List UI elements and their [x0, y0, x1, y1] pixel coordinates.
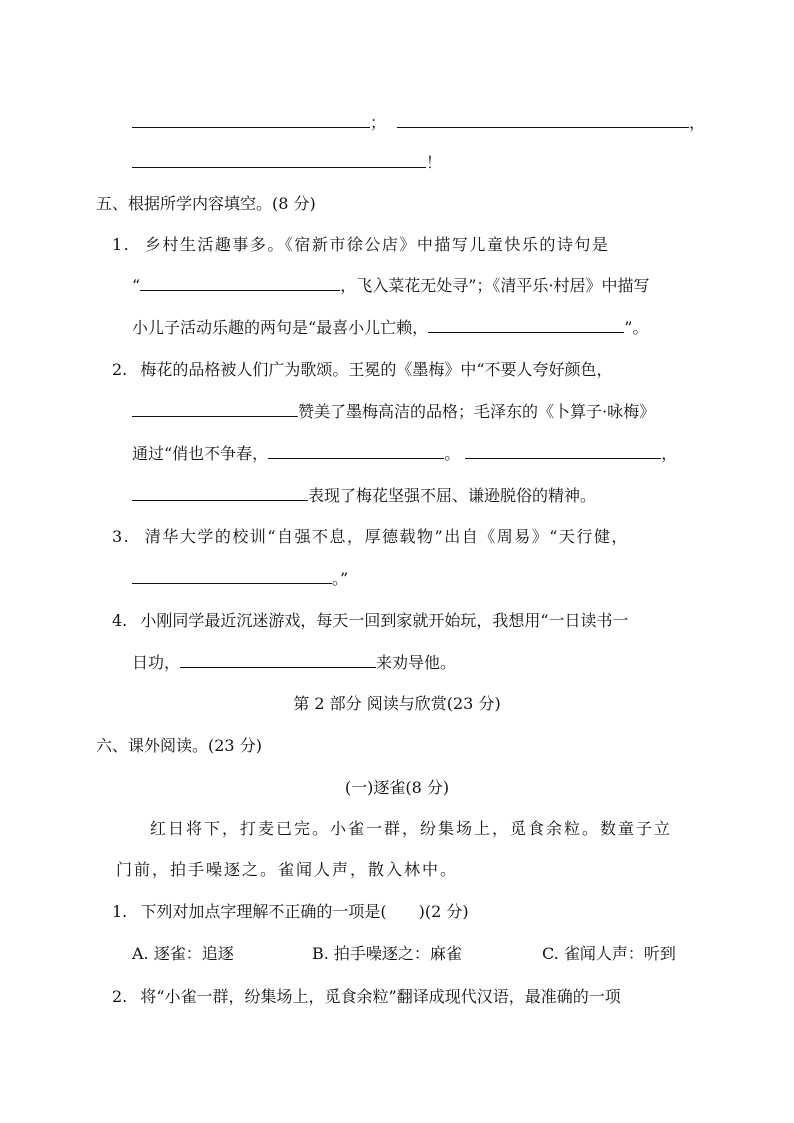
option-b[interactable]: B. 拍手噪逐之：麻雀 — [312, 944, 462, 963]
question-2-line-3: 通过“俏也不争春， 。 ， — [132, 444, 678, 463]
passage-text: 红日将下，打麦已完。小雀一群，纷集场上，觅食余粒。数童子立 — [150, 819, 673, 838]
section-heading: 五、根据所学内容填空。(8 分) — [96, 194, 316, 213]
passage-title: (一)逐雀(8 分) — [344, 778, 450, 797]
reading-question-1: 1. 下列对加点字理解不正确的一项是( )(2 分) — [112, 902, 469, 921]
section-heading: 六、课外阅读。(23 分) — [96, 736, 262, 755]
question-1-line-3: 小儿子活动乐趣的两句是“最喜小儿亡赖， ”。 — [132, 318, 649, 337]
answer-blank[interactable] — [428, 316, 624, 333]
answer-blank[interactable] — [180, 651, 376, 668]
answer-blank[interactable] — [465, 442, 661, 459]
option-a[interactable]: A. 逐雀：追逐 — [132, 944, 234, 963]
blank-row-2: ！ — [132, 150, 442, 173]
question-2-line-2: 赞美了墨梅高洁的品格；毛泽东的《卜算子·咏梅》 — [132, 399, 655, 422]
answer-blank[interactable] — [397, 111, 689, 128]
answer-blank[interactable] — [132, 484, 308, 501]
blank-row-1: ； ， — [132, 110, 705, 133]
question-3-line-2: 。” — [132, 566, 348, 589]
question-4-line-2: 日功， 来劝导他。 — [132, 653, 457, 672]
question-1: 1. 乡村生活趣事多。《宿新市徐公店》中描写儿童快乐的诗句是 — [112, 235, 610, 254]
reading-question-2: 2. 将“小雀一群，纷集场上，觅食余粒”翻译成现代汉语，最准确的一项 — [112, 987, 621, 1006]
option-c[interactable]: C. 雀闻人声：听到 — [542, 944, 676, 963]
question-3: 3. 清华大学的校训“自强不息，厚德载物”出自《周易》“天行健， — [112, 527, 629, 546]
question-2-line-4: 表现了梅花坚强不屈、谦逊脱俗的精神。 — [132, 483, 596, 506]
answer-blank[interactable] — [132, 111, 370, 128]
answer-blank[interactable] — [132, 400, 298, 417]
question-2: 2. 梅花的品格被人们广为歌颂。王冕的《墨梅》中“不要人夸好颜色， — [112, 360, 613, 379]
answer-blank[interactable] — [132, 567, 332, 584]
passage-text: 门前，拍手噪逐之。雀闻人声，散入林中。 — [116, 860, 459, 879]
question-4: 4. 小刚同学最近沉迷游戏，每天一回到家就开始玩，我想用“一日读书一 — [112, 611, 629, 630]
question-1-line-2: “ ，飞入菜花无处寻”；《清平乐·村居》中描写 — [132, 276, 650, 295]
answer-blank[interactable] — [268, 442, 444, 459]
part-title: 第 2 部分 阅读与欣赏(23 分) — [293, 694, 501, 713]
answer-blank[interactable] — [132, 151, 426, 168]
answer-blank[interactable] — [140, 274, 340, 291]
